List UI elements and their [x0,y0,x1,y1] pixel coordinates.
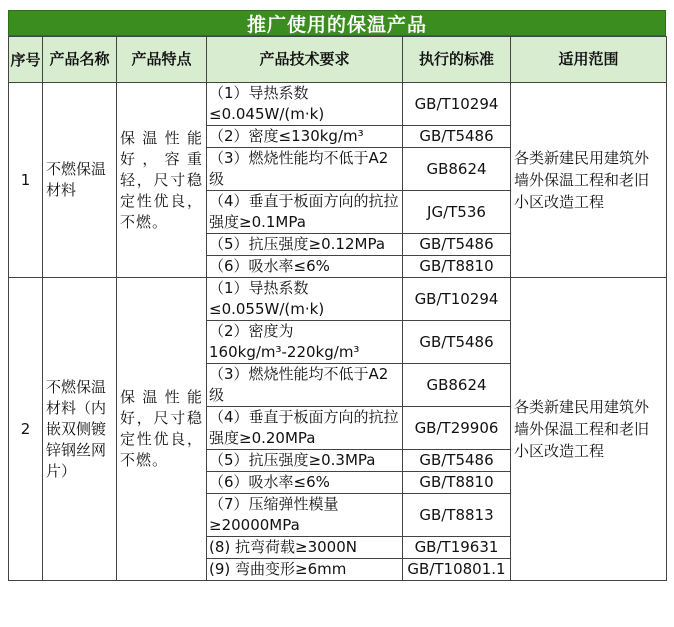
spec-requirement: （2）密度≤130kg/m³ [207,126,403,148]
spec-standard: GB/T10294 [403,83,511,126]
table-body [9,83,667,581]
spec-requirement: （4）垂直于板面方向的抗拉强度≥0.1MPa [207,191,403,234]
spec-standard: GB/T5486 [403,126,511,148]
spec-requirement: （2）密度为160kg/m³-220kg/m³ [207,321,403,364]
spec-standard: GB/T8810 [403,256,511,278]
spec-standard: GB8624 [403,364,511,407]
spec-requirement: （4）垂直于板面方向的抗拉强度≥0.20MPa [207,407,403,450]
spec-requirement: （5）抗压强度≥0.12MPa [207,234,403,256]
spec-standard: GB/T10801.1 [403,559,511,581]
table-row [9,83,667,126]
header-seq: 序号 [9,37,43,83]
spec-requirement: （1）导热系数≤0.055W/(m·k) [207,278,403,321]
spec-standard: GB/T10294 [403,278,511,321]
spec-requirement: (8) 抗弯荷载≥3000N [207,537,403,559]
spec-requirement: （6）吸水率≤6% [207,472,403,494]
spec-standard: GB/T5486 [403,321,511,364]
spec-requirement: （1）导热系数≤0.045W/(m·k) [207,83,403,126]
spec-requirement: （7）压缩弹性模量≥20000MPa [207,494,403,537]
spec-standard: GB/T19631 [403,537,511,559]
product-seq: 2 [9,278,43,581]
spec-standard: JG/T536 [403,191,511,234]
product-name: 不燃保温材料（内嵌双侧镀锌钢丝网片） [43,278,117,581]
product-seq: 1 [9,83,43,278]
product-features: 保温性能好，容重轻，尺寸稳定性优良，不燃。 [117,83,207,278]
header-scope: 适用范围 [511,37,667,83]
spec-standard: GB/T5486 [403,234,511,256]
table-title: 推广使用的保温产品 [8,10,666,36]
header-features: 产品特点 [117,37,207,83]
product-scope: 各类新建民用建筑外墙外保温工程和老旧小区改造工程 [511,278,667,581]
spec-standard: GB/T8810 [403,472,511,494]
spec-requirement: （3）燃烧性能均不低于A2级 [207,148,403,191]
spec-standard: GB/T5486 [403,450,511,472]
header-row [9,37,667,83]
spec-requirement: （3）燃烧性能均不低于A2级 [207,364,403,407]
table-row [9,278,667,321]
header-name: 产品名称 [43,37,117,83]
spec-standard: GB/T29906 [403,407,511,450]
product-table [8,36,667,581]
spec-requirement: (9) 弯曲变形≥6mm [207,559,403,581]
header-requirements: 产品技术要求 [207,37,403,83]
product-table-sheet [8,10,666,581]
header-standard: 执行的标准 [403,37,511,83]
spec-standard: GB8624 [403,148,511,191]
spec-requirement: （5）抗压强度≥0.3MPa [207,450,403,472]
product-features: 保温性能好，尺寸稳定性优良，不燃。 [117,278,207,581]
product-name: 不燃保温材料 [43,83,117,278]
product-scope: 各类新建民用建筑外墙外保温工程和老旧小区改造工程 [511,83,667,278]
spec-standard: GB/T8813 [403,494,511,537]
spec-requirement: （6）吸水率≤6% [207,256,403,278]
